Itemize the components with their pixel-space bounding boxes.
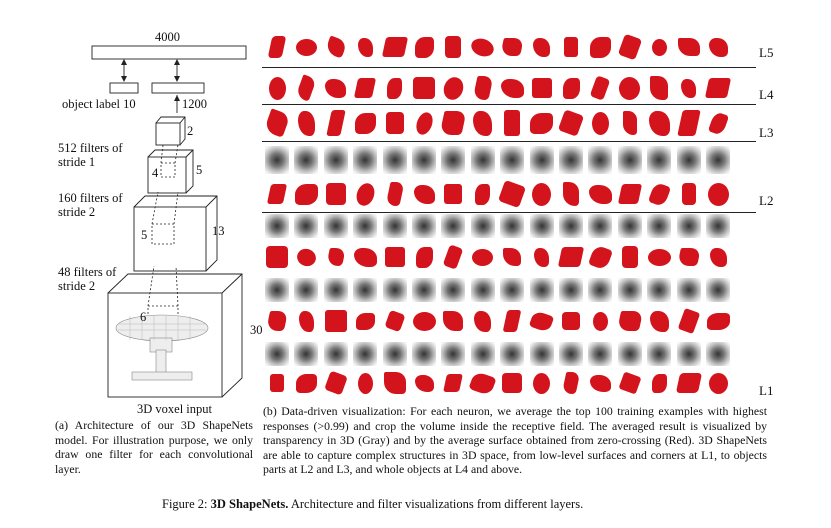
- gray-volume-thumb: [677, 146, 701, 174]
- red-surface-thumb: [592, 112, 609, 135]
- gray-volume-thumb: [500, 146, 524, 174]
- conv1-inner: 5: [141, 228, 148, 242]
- red-surface-thumb: [648, 181, 671, 207]
- figure-caption-rest: Architecture and filter visualizations from different layers.: [288, 497, 584, 511]
- red-surface-thumb: [558, 247, 584, 267]
- conv2-desc-2: stride 2: [58, 205, 96, 219]
- red-surface-thumb: [472, 76, 493, 100]
- red-surface-thumb: [469, 35, 496, 59]
- gray-volume-thumb: [530, 278, 554, 302]
- gray-volume-thumb: [471, 342, 495, 366]
- red-surface-thumb: [354, 78, 376, 98]
- gray-volume-thumb: [618, 278, 642, 302]
- red-surface-thumb: [443, 374, 463, 392]
- gray-volume-thumb: [677, 342, 701, 366]
- gray-volume-thumb: [353, 342, 377, 366]
- conv2-size: 5: [196, 163, 203, 177]
- gray-volume-thumb: [618, 342, 642, 366]
- red-surface-thumb: [474, 311, 491, 332]
- object-label-text: object label 10: [62, 97, 136, 111]
- red-surface-thumb: [503, 310, 522, 332]
- red-surface-thumb: [617, 311, 643, 331]
- red-surface-thumb: [564, 37, 578, 57]
- input-label: 3D voxel input: [137, 402, 212, 416]
- red-surface-thumb: [415, 37, 434, 58]
- conv2-desc-1: 160 filters of: [58, 191, 123, 205]
- gray-volume-thumb: [647, 214, 671, 238]
- red-surface-thumb: [675, 373, 701, 393]
- red-surface-thumb: [413, 77, 435, 99]
- layer-separator: [262, 67, 756, 68]
- gray-volume-thumb: [559, 278, 583, 302]
- red-surface-thumb: [326, 110, 346, 136]
- gray-volume-thumb: [324, 146, 348, 174]
- red-surface-thumb: [296, 374, 317, 393]
- layer-4000-label: 4000: [155, 30, 180, 44]
- red-surface-thumb: [384, 372, 406, 394]
- red-surface-thumb: [563, 78, 580, 99]
- red-surface-thumb: [650, 76, 668, 100]
- red-surface-thumb: [589, 185, 612, 204]
- gray-volume-thumb: [588, 278, 612, 302]
- gray-volume-thumb: [265, 278, 289, 302]
- gray-volume-thumb: [471, 146, 495, 174]
- red-surface-thumb: [358, 38, 373, 57]
- red-surface-thumb: [709, 373, 728, 394]
- gray-volume-thumb: [647, 342, 671, 366]
- red-surface-thumb: [710, 248, 727, 267]
- gray-volume-thumb: [441, 342, 465, 366]
- red-surface-thumb: [562, 372, 581, 394]
- conv3-desc-1: 512 filters of: [58, 141, 123, 155]
- conv3-size: 2: [187, 124, 194, 138]
- red-surface-thumb: [708, 183, 729, 206]
- red-surface-thumb: [441, 74, 467, 102]
- red-surface-thumb: [681, 79, 696, 98]
- red-surface-thumb: [324, 371, 348, 396]
- caption-a: (a) Architecture of our 3D ShapeNets model. For illustration purpose, we only draw one filter for each convolutional layer.: [55, 418, 253, 476]
- gray-volume-thumb: [353, 278, 377, 302]
- gray-volume-thumb: [500, 278, 524, 302]
- gray-volume-thumb: [647, 278, 671, 302]
- red-surface-thumb: [502, 373, 522, 393]
- red-surface-thumb: [558, 109, 584, 137]
- red-surface-thumb: [440, 111, 467, 135]
- gray-volume-thumb: [618, 214, 642, 238]
- gray-volume-thumb: [383, 342, 407, 366]
- red-surface-thumb: [267, 184, 287, 204]
- gray-volume-thumb: [265, 342, 289, 366]
- gray-volume-thumb: [706, 278, 730, 302]
- red-surface-thumb: [268, 36, 287, 58]
- red-surface-thumb: [263, 108, 290, 137]
- gray-volume-thumb: [324, 278, 348, 302]
- red-surface-thumb: [677, 308, 700, 334]
- red-surface-thumb: [443, 244, 464, 269]
- red-surface-thumb: [590, 375, 611, 392]
- layer-label-l5: L5: [759, 45, 774, 60]
- gray-volume-thumb: [265, 214, 289, 238]
- layer-label-l3: L3: [759, 125, 774, 140]
- red-surface-thumb: [296, 74, 317, 101]
- red-surface-thumb: [299, 311, 314, 332]
- red-surface-thumb: [270, 374, 284, 392]
- red-surface-thumb: [588, 244, 613, 270]
- gray-volume-thumb: [530, 342, 554, 366]
- red-surface-thumb: [532, 78, 552, 98]
- red-surface-thumb: [593, 312, 608, 331]
- red-surface-thumb: [324, 35, 347, 58]
- red-surface-thumb: [358, 373, 373, 394]
- red-surface-thumb: [501, 79, 524, 98]
- red-surface-thumb: [529, 309, 555, 332]
- gray-volume-thumb: [530, 146, 554, 174]
- red-surface-thumb: [385, 182, 404, 206]
- gray-volume-thumb: [500, 342, 524, 366]
- red-surface-thumb: [677, 248, 701, 266]
- layer-separator: [262, 141, 756, 142]
- red-surface-thumb: [356, 313, 375, 330]
- red-surface-thumb: [296, 39, 317, 56]
- red-surface-thumb: [326, 248, 346, 266]
- gray-volume-thumb: [471, 214, 495, 238]
- caption-b: (b) Data-driven visualization: For each neuron, we average the top 100 training examples with highest responses (>0.99) and crop the volume inside the receptive field. The averaged result is visualized by transparency in 3D (Gray) and by the average surface obtained from zero-crossing (Red). 3D ShapeNets are able to capture complex structures in 3D space, from low-level surfaces and corners at L1, to objects parts at L2 and L3, and whole objects at L4 and above.: [263, 404, 767, 477]
- red-surface-thumb: [705, 78, 731, 98]
- gray-volume-thumb: [588, 342, 612, 366]
- red-surface-thumb: [682, 183, 696, 205]
- red-surface-thumb: [562, 312, 580, 330]
- gray-volume-thumb: [353, 214, 377, 238]
- figure-caption-bold: 3D ShapeNets.: [210, 497, 289, 511]
- red-surface-thumb: [385, 247, 405, 267]
- red-surface-thumb: [623, 111, 637, 135]
- gray-volume-thumb: [559, 146, 583, 174]
- conv3-desc-2: stride 1: [58, 155, 96, 169]
- red-surface-thumb: [387, 78, 402, 99]
- red-surface-thumb: [444, 184, 462, 204]
- gray-volume-thumb: [559, 214, 583, 238]
- gray-volume-thumb: [706, 214, 730, 238]
- red-surface-thumb: [648, 249, 671, 266]
- input-size: 30: [250, 323, 263, 337]
- red-surface-thumb: [707, 313, 730, 330]
- red-surface-thumb: [652, 39, 667, 56]
- red-surface-thumb: [381, 37, 407, 57]
- layer-separator: [262, 212, 756, 213]
- conv2-inner: 4: [152, 166, 159, 180]
- gray-volume-thumb: [383, 214, 407, 238]
- gray-volume-thumb: [324, 214, 348, 238]
- red-surface-thumb: [325, 310, 347, 332]
- layer-label-l2: L2: [759, 193, 774, 208]
- gray-volume-thumb: [677, 214, 701, 238]
- red-surface-thumb: [590, 37, 611, 58]
- red-surface-thumb: [590, 75, 611, 100]
- red-surface-thumb: [503, 248, 521, 266]
- gray-volume-thumb: [265, 146, 289, 174]
- red-surface-thumb: [678, 38, 700, 56]
- red-surface-thumb: [709, 38, 728, 57]
- red-surface-thumb: [414, 185, 435, 204]
- conv1-desc-2: stride 2: [58, 279, 96, 293]
- red-surface-thumb: [295, 184, 318, 205]
- gray-volume-thumb: [588, 146, 612, 174]
- red-surface-thumb: [498, 180, 526, 208]
- red-surface-thumb: [530, 113, 553, 134]
- gray-volume-thumb: [294, 342, 318, 366]
- layer-separator: [262, 104, 756, 105]
- red-surface-thumb: [298, 111, 315, 136]
- red-surface-thumb: [354, 248, 377, 267]
- gray-volume-thumb: [412, 214, 436, 238]
- red-surface-thumb: [618, 184, 642, 204]
- red-surface-thumb: [618, 371, 641, 394]
- gray-volume-thumb: [530, 214, 554, 238]
- gray-volume-thumb: [383, 278, 407, 302]
- gray-volume-thumb: [618, 146, 642, 174]
- red-surface-thumb: [619, 77, 640, 100]
- red-surface-thumb: [707, 111, 728, 136]
- conv1-size: 13: [212, 224, 225, 238]
- red-surface-thumb: [622, 246, 638, 268]
- red-surface-thumb: [443, 311, 463, 331]
- input-inner: 6: [140, 310, 147, 324]
- gray-volume-thumb: [706, 146, 730, 174]
- figure-caption-prefix: Figure 2:: [162, 497, 211, 511]
- red-surface-thumb: [266, 246, 288, 268]
- red-surface-thumb: [533, 38, 550, 57]
- red-surface-thumb: [413, 110, 435, 137]
- red-surface-thumb: [326, 183, 346, 205]
- gray-volume-thumb: [441, 146, 465, 174]
- red-surface-thumb: [325, 79, 346, 98]
- gray-volume-thumb: [500, 214, 524, 238]
- red-surface-thumb: [563, 182, 579, 206]
- gray-volume-thumb: [353, 146, 377, 174]
- layer-label-l1: L1: [759, 383, 774, 398]
- red-surface-thumb: [416, 247, 433, 268]
- gray-volume-thumb: [294, 278, 318, 302]
- layer-label-l4: L4: [759, 87, 774, 102]
- fc-unit-label: 1200: [182, 97, 207, 111]
- red-surface-thumb: [534, 248, 549, 267]
- gray-volume-thumb: [412, 146, 436, 174]
- red-surface-thumb: [649, 111, 670, 136]
- red-surface-thumb: [445, 36, 461, 58]
- gray-volume-thumb: [383, 146, 407, 174]
- red-surface-thumb: [469, 370, 497, 396]
- gray-volume-thumb: [412, 342, 436, 366]
- red-surface-thumb: [266, 311, 288, 331]
- figure-caption: [162, 497, 583, 512]
- red-surface-thumb: [353, 180, 377, 207]
- red-surface-thumb: [475, 184, 490, 205]
- red-surface-thumb: [415, 375, 434, 392]
- red-surface-thumb: [650, 311, 669, 332]
- red-surface-thumb: [269, 77, 286, 100]
- red-surface-thumb: [472, 249, 493, 266]
- red-surface-thumb: [532, 183, 551, 206]
- gray-volume-thumb: [471, 278, 495, 302]
- gray-volume-thumb: [677, 278, 701, 302]
- red-surface-thumb: [677, 110, 701, 136]
- red-surface-thumb: [504, 110, 520, 136]
- red-surface-thumb: [618, 34, 642, 61]
- gray-volume-thumb: [647, 146, 671, 174]
- gray-volume-thumb: [441, 278, 465, 302]
- red-surface-thumb: [386, 112, 404, 134]
- gray-volume-thumb: [294, 146, 318, 174]
- gray-volume-thumb: [559, 342, 583, 366]
- gray-volume-thumb: [706, 342, 730, 366]
- red-surface-thumb: [652, 374, 667, 393]
- gray-volume-thumb: [441, 214, 465, 238]
- conv1-desc-1: 48 filters of: [58, 265, 117, 279]
- gray-volume-thumb: [294, 214, 318, 238]
- gray-volume-thumb: [324, 342, 348, 366]
- red-surface-thumb: [355, 113, 376, 134]
- red-surface-thumb: [295, 246, 319, 268]
- gray-volume-thumb: [588, 214, 612, 238]
- red-surface-thumb: [500, 38, 524, 56]
- red-surface-thumb: [473, 111, 492, 136]
- red-surface-thumb: [533, 373, 550, 394]
- red-surface-thumb: [413, 312, 436, 331]
- gray-volume-thumb: [412, 278, 436, 302]
- red-surface-thumb: [384, 310, 405, 332]
